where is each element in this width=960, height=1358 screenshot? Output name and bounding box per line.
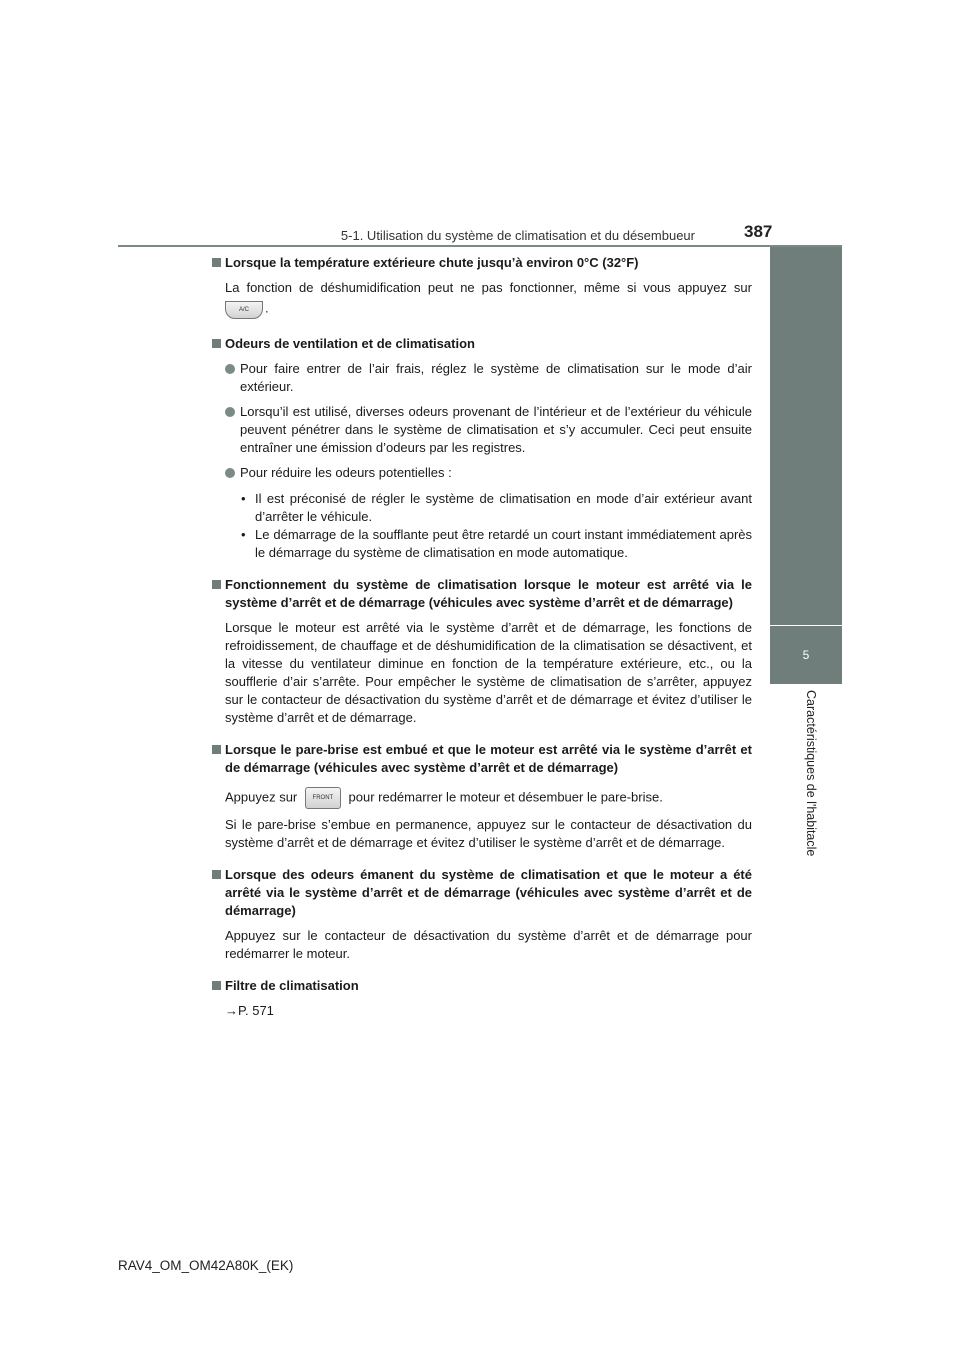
section-text [212, 787, 752, 809]
section-heading: Odeurs de ventilation et de climatisation [212, 335, 752, 353]
bullet-item: Pour faire entrer de l’air frais, réglez le système de climatisation sur le mode d’air extérieur. [212, 360, 752, 396]
section-heading: Lorsque la température extérieure chute jusqu’à environ 0°C (32°F) [212, 254, 752, 272]
bullet-item: Pour réduire les odeurs potentielles : [212, 464, 752, 482]
chapter-number-tab: 5 [770, 626, 842, 684]
sub-bullet-item: • Il est préconisé de régler le système de climatisation en mode d’air extérieur avant d’arrêter le véhicule. [212, 490, 752, 526]
sub-bullet-item: • Le démarrage de la soufflante peut être retardé un court instant immédiatement après le démarrage du système de climatisation en mode automatique. [212, 526, 752, 562]
section-text: Appuyez sur le contacteur de désactivation du système d’arrêt et de démarrage pour redémarrer le moteur. [225, 928, 752, 961]
page-number: 387 [744, 222, 773, 241]
section-title: 5-1. Utilisation du système de climatisation et du désembueur [340, 228, 695, 243]
side-tab-bar [770, 247, 842, 625]
chapter-label: Caractéristiques de l'habitacle [804, 690, 818, 857]
defog-button-icon: FRONT [305, 787, 341, 809]
section-text-part: Appuyez sur [225, 789, 298, 805]
section-text-part: La fonction de déshumidification peut ne pas fonctionner, même si vous appuyez sur [225, 280, 752, 295]
section-text [212, 279, 752, 321]
header-rule [118, 245, 842, 247]
section-heading: Fonctionnement du système de climatisation lorsque le moteur est arrêté via le système d’arrêt et de démarrage (véhicules avec système d’arrêt et de démarrage) [212, 576, 752, 612]
section-text-part: pour redémarrer le moteur et désembuer le pare-brise. [348, 789, 663, 805]
section-text-end: . [265, 300, 269, 316]
section-heading: Lorsque le pare-brise est embué et que le moteur est arrêté via le système d’arrêt et de démarrage (véhicules avec système d’arrêt et de démarrage) [212, 741, 752, 777]
section-text: Lorsque le moteur est arrêté via le système d’arrêt et de démarrage, les fonctions de refroidissement, de chauffage et de déshumidification de la climatisation se désactivent, et la vitesse du ventilateur diminue en fonction de la température extérieure, etc., ou la soufflerie d’air s’arrête. Pour empêcher le système de climatisation de s’arrêter, appuyez sur le contacteur de désactivation du système d’arrêt et de démarrage et évitez d’utiliser le système d’arrêt et de démarrage. [225, 620, 752, 725]
bullet-item: Lorsqu’il est utilisé, diverses odeurs provenant de l’intérieur et de l’extérieur du véhicule peuvent pénétrer dans le système de climatisation et s’y accumuler. Ceci peut ensuite entraîner une émission d’odeurs par les registres. [212, 403, 752, 457]
page-reference-link[interactable]: →P. 571 [225, 1003, 274, 1018]
ac-button-icon: A/C [225, 301, 263, 319]
section-heading: Lorsque des odeurs émanent du système de climatisation et que le moteur a été arrêté via le système d’arrêt et de démarrage (véhicules avec système d’arrêt et de démarrage) [212, 866, 752, 920]
section-text: Si le pare-brise s’embue en permanence, appuyez sur le contacteur de désactivation du système d’arrêt et de démarrage et évitez d’utiliser le système d’arrêt et de démarrage. [225, 817, 752, 850]
section-heading: Filtre de climatisation [212, 977, 752, 995]
document-code: RAV4_OM_OM42A80K_(EK) [118, 1258, 294, 1273]
page-content [212, 250, 752, 1020]
